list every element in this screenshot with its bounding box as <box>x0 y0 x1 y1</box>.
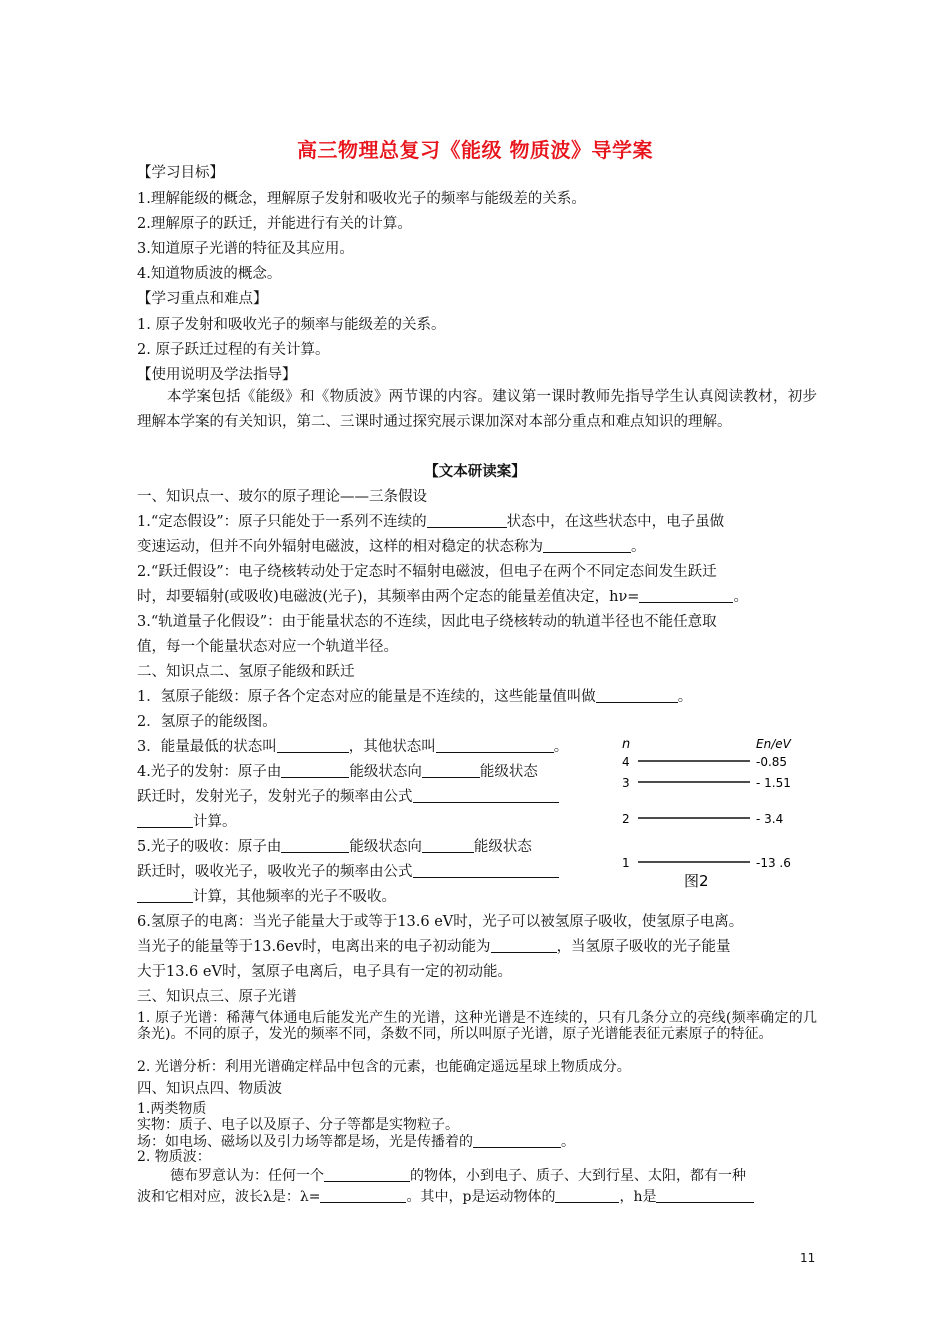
section1-heading: 一、知识点一、玻尔的原子理论——三条假设 <box>137 489 427 505</box>
text: 。 <box>553 739 569 755</box>
atomic-spectrum-paragraph: 1. 原子光谱：稀薄气体通电后能发光产生的光谱，这种光谱是不连续的，只有几条分立的亮线(频率确定的几条光)。不同的原子，发光的频率不同，条数不同，所以叫原子光谱，原子光谱能表征元素原子的特征。 <box>137 1010 817 1042</box>
text: 4.光子的发射：原子由 <box>137 764 282 780</box>
fill-blank[interactable] <box>422 838 474 853</box>
text: 当光子的能量等于13.6ev时，电离出来的电子初动能为 <box>137 939 491 955</box>
field-line <box>137 1133 575 1150</box>
energy-diagram-line: 2．氢原子的能级图。 <box>137 714 277 730</box>
document-title: 高三物理总复习《能级 物质波》导学案 <box>297 138 653 162</box>
matter-line: 实物：质子、电子以及原子、分子等都是实物粒子。 <box>137 1117 459 1133</box>
ground-state-line <box>137 737 568 757</box>
goal-item: 1.理解能级的概念，理解原子发射和吸收光子的频率与能级差的关系。 <box>137 191 586 207</box>
text: 能级状态向 <box>349 764 422 780</box>
absorption-line1 <box>137 837 532 857</box>
level-number: 3 <box>622 776 630 790</box>
de-broglie-line2 <box>137 1187 754 1207</box>
fill-blank[interactable] <box>639 588 733 603</box>
fill-blank[interactable] <box>413 788 559 803</box>
page-number: 11 <box>800 1251 816 1265</box>
absorption-line3 <box>137 887 396 907</box>
text: 场：如电场、磁场以及引力场等都是场，光是传播着的 <box>137 1134 473 1150</box>
fill-blank[interactable] <box>320 1188 406 1203</box>
goal-item: 4.知道物质波的概念。 <box>137 266 282 282</box>
fill-blank[interactable] <box>281 763 349 778</box>
text: 计算，其他频率的光子不吸收。 <box>193 889 396 905</box>
text-study-heading: 【文本研读案】 <box>424 463 526 480</box>
text: 。 <box>677 689 693 705</box>
text: 变速运动，但并不向外辐射电磁波，这样的相对稳定的状态称为 <box>137 539 543 555</box>
text: 。 <box>631 539 646 555</box>
section3-heading: 三、知识点三、原子光谱 <box>137 989 297 1005</box>
text: ，h是 <box>619 1189 657 1205</box>
ionization-line2 <box>137 937 731 957</box>
figure-caption: 图2 <box>684 872 709 890</box>
fill-blank[interactable] <box>436 738 554 753</box>
fill-blank[interactable] <box>473 1133 561 1148</box>
postulate-2-line1: 2.“跃迁假设”：电子绕核转动处于定态时不辐射电磁波，但电子在两个不同定态间发生跃迁 <box>137 564 717 580</box>
text: 1.“定态假设”：原子只能处于一系列不连续的 <box>137 514 427 530</box>
text: 能级状态 <box>473 839 532 855</box>
text: 。 <box>733 589 748 605</box>
fill-blank[interactable] <box>543 538 631 553</box>
text: 计算。 <box>193 814 237 830</box>
postulate-3-line1: 3.“轨道量子化假设”：由于能量状态的不连续，因此电子绕核转动的轨道半径也不能任意取 <box>137 614 717 630</box>
ionization-line1: 6.氢原子的电离：当光子能量大于或等于13.6 eV时，光子可以被氢原子吸收，使氢原子电离。 <box>137 914 744 930</box>
text: 。其中，p是运动物体的 <box>406 1189 556 1205</box>
key-point-item: 1. 原子发射和吸收光子的频率与能级差的关系。 <box>137 317 446 333</box>
spectral-analysis-line: 2. 光谱分析：利用光谱确定样品中包含的元素，也能确定遥远星球上物质成分。 <box>137 1059 631 1075</box>
ionization-line3: 大于13.6 eV时，氢原子电离后，电子具有一定的初动能。 <box>137 964 512 980</box>
level-number: 1 <box>622 856 630 870</box>
text: ，当氢原子吸收的光子能量 <box>556 939 731 955</box>
section4-heading: 四、知识点四、物质波 <box>137 1081 282 1097</box>
fill-blank[interactable] <box>422 763 480 778</box>
level-energy: - 3.4 <box>756 812 784 826</box>
postulate-3-line2: 值，每一个能量状态对应一个轨道半径。 <box>137 639 398 655</box>
fill-blank[interactable] <box>137 888 193 903</box>
goals-heading: 【学习目标】 <box>137 165 224 181</box>
text: 波和它相对应，波长λ是：λ= <box>137 1189 321 1205</box>
postulate-1-line1 <box>137 512 724 532</box>
text: 3．能量最低的状态叫 <box>137 739 277 755</box>
postulate-2-line2 <box>137 587 748 607</box>
key-points-heading: 【学习重点和难点】 <box>137 291 268 307</box>
text: 1．氢原子能级：原子各个定态对应的能量是不连续的，这些能量值叫做 <box>137 689 596 705</box>
level-energy: - 1.51 <box>756 776 791 790</box>
text: 时，却要辐射(或吸收)电磁波(光子)，其频率由两个定态的能量差值决定，hν= <box>137 589 640 605</box>
level-number: 2 <box>622 812 630 826</box>
fill-blank[interactable] <box>277 738 349 753</box>
fill-blank[interactable] <box>491 938 557 953</box>
goal-item: 2.理解原子的跃迁，并能进行有关的计算。 <box>137 216 412 232</box>
emission-line3 <box>137 812 237 832</box>
text: 跃迁时，发射光子，发射光子的频率由公式 <box>137 789 413 805</box>
matter-wave-heading: 2. 物质波： <box>137 1149 211 1165</box>
section2-heading: 二、知识点二、氢原子能级和跃迁 <box>137 664 355 680</box>
fill-blank[interactable] <box>281 838 349 853</box>
level-number: 4 <box>622 755 630 769</box>
text: 状态中，在这些状态中，电子虽做 <box>506 514 725 530</box>
fill-blank[interactable] <box>137 813 193 828</box>
level-1 <box>622 856 791 870</box>
absorption-line2 <box>137 862 559 882</box>
usage-heading: 【使用说明及学法指导】 <box>137 367 297 383</box>
fill-blank[interactable] <box>656 1188 754 1203</box>
key-point-item: 2. 原子跃迁过程的有关计算。 <box>137 342 330 358</box>
energy-level-line <box>137 687 692 707</box>
postulate-1-line2 <box>137 537 646 557</box>
text: 的物体，小到电子、质子、大到行星、太阳，都有一种 <box>410 1168 746 1184</box>
level-4 <box>622 755 787 769</box>
text: 。 <box>561 1134 575 1150</box>
level-energy: -13 .6 <box>756 856 791 870</box>
fill-blank[interactable] <box>427 513 507 528</box>
level-3 <box>622 776 791 790</box>
two-kinds-heading: 1.两类物质 <box>137 1101 207 1117</box>
text: 5.光子的吸收：原子由 <box>137 839 282 855</box>
level-energy: -0.85 <box>756 755 788 769</box>
level-2 <box>622 812 783 826</box>
usage-paragraph: 本学案包括《能级》和《物质波》两节课的内容。建议第一课时教师先指导学生认真阅读教材，初步理解本学案的有关知识，第二、三课时通过探究展示课加深对本部分重点和难点知识的理解。 <box>137 389 817 430</box>
text: 能级状态向 <box>349 839 422 855</box>
emission-line1 <box>137 762 538 782</box>
text: 德布罗意认为：任何一个 <box>170 1168 324 1184</box>
fill-blank[interactable] <box>596 688 678 703</box>
text: 跃迁时，吸收光子，吸收光子的频率由公式 <box>137 864 413 880</box>
emission-line2 <box>137 787 559 807</box>
energy-axis-label: En/eV <box>756 737 791 751</box>
text: 能级状态 <box>479 764 538 780</box>
n-axis-label: n <box>622 737 631 752</box>
energy-level-diagram <box>616 732 816 892</box>
fill-blank[interactable] <box>413 863 559 878</box>
text: ，其他状态叫 <box>348 739 436 755</box>
goal-item: 3.知道原子光谱的特征及其应用。 <box>137 241 354 257</box>
fill-blank[interactable] <box>324 1167 410 1182</box>
fill-blank[interactable] <box>555 1188 619 1203</box>
de-broglie-line1 <box>170 1166 746 1186</box>
